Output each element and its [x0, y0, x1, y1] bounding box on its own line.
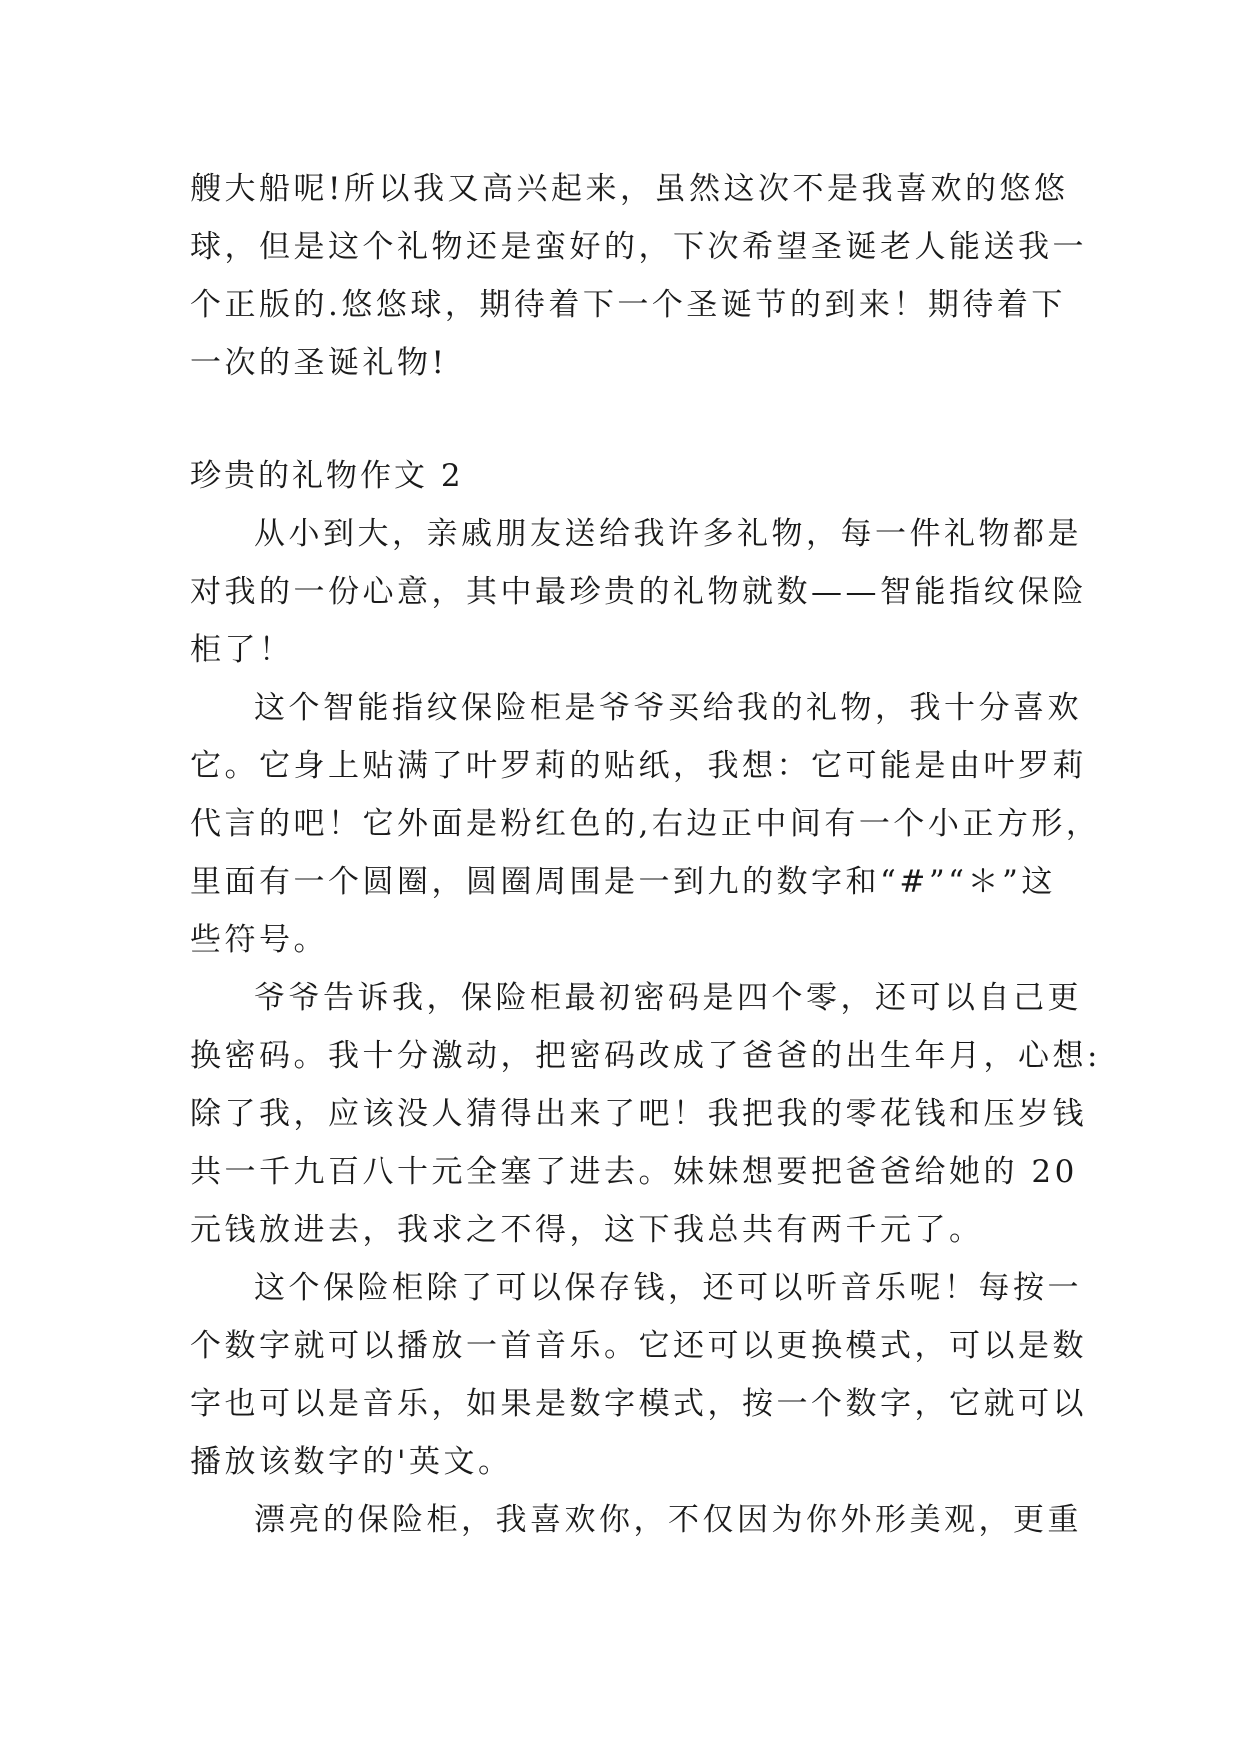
text-line: 代言的吧！它外面是粉红色的,右边正中间有一个小正方形， [190, 806, 1101, 842]
paragraph-5 [190, 1491, 1082, 1549]
text-line: 一次的圣诞礼物! [190, 345, 448, 381]
text-line: 漂亮的保险柜，我喜欢你，不仅因为你外形美观，更重 [254, 1502, 1082, 1538]
text-line: 柜了！ [190, 632, 294, 668]
text-line: 这个智能指纹保险柜是爷爷买给我的礼物，我十分喜欢 [254, 690, 1082, 726]
text-line: 除了我，应该没人猜得出来了吧！我把我的零花钱和压岁钱 [190, 1096, 1087, 1132]
text-line: 些符号。 [190, 922, 328, 958]
section-heading: 珍贵的礼物作文 2 [190, 458, 464, 494]
text-line: 它。它身上贴满了叶罗莉的贴纸，我想：它可能是由叶罗莉 [190, 748, 1087, 784]
text-line: 从小到大，亲戚朋友送给我许多礼物，每一件礼物都是 [254, 516, 1082, 552]
text-line: 换密码。我十分激动，把密码改成了爸爸的出生年月，心想: [190, 1038, 1101, 1074]
paragraph-2 [190, 679, 1101, 969]
text-line: 艘大船呢!所以我又高兴起来，虽然这次不是我喜欢的悠悠 [190, 171, 1069, 207]
paragraph-3 [190, 969, 1101, 1259]
text-line: 这个保险柜除了可以保存钱，还可以听音乐呢！每按一 [254, 1270, 1082, 1306]
text-line: 个数字就可以播放一首音乐。它还可以更换模式，可以是数 [190, 1328, 1087, 1364]
text-line: 对我的一份心意，其中最珍贵的礼物就数——智能指纹保险 [190, 574, 1087, 610]
intro-paragraph [190, 160, 1087, 392]
document-body [190, 160, 1101, 1549]
text-line: 元钱放进去，我求之不得，这下我总共有两千元了。 [190, 1212, 984, 1248]
text-line: 个正版的.悠悠球，期待着下一个圣诞节的到来！期待着下 [190, 287, 1066, 323]
text-line: 球，但是这个礼物还是蛮好的，下次希望圣诞老人能送我一 [190, 229, 1087, 265]
section-spacer [190, 392, 1060, 447]
text-line: 共一千九百八十元全塞了进去。妹妹想要把爸爸给她的 20 [190, 1154, 1078, 1190]
text-line: 字也可以是音乐，如果是数字模式，按一个数字，它就可以 [190, 1386, 1087, 1422]
text-line: 爷爷告诉我，保险柜最初密码是四个零，还可以自己更 [254, 980, 1082, 1016]
paragraph-4 [190, 1259, 1087, 1491]
text-line: 里面有一个圆圈，圆圈周围是一到九的数字和“#”“＊”这 [190, 864, 1056, 900]
text-line: 播放该数字的'英文。 [190, 1444, 513, 1480]
paragraph-1 [190, 505, 1087, 679]
